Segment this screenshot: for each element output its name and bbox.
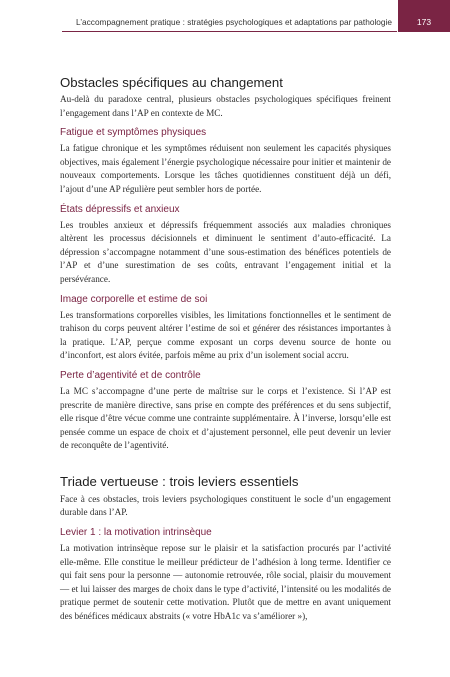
section-intro: Au-delà du paradoxe central, plusieurs obstacles psychologiques spécifiques freinent l’engagement dans l’AP en contexte de MC. xyxy=(60,94,391,118)
subsection-lever-1 xyxy=(60,526,391,624)
subsection-text: La fatigue chronique et les symptômes réduisent non seulement les capacités physiques objectives, mais également l’énergie psychologique nécessaire pour initier et maintenir de nouveaux comportements. Lorsque les tâches quotidiennes constituent déjà un défi, l’ajout d’une AP régulière peut sembler hors de portée. xyxy=(60,143,391,194)
page-number-tab xyxy=(398,0,450,32)
header-rule xyxy=(62,31,397,32)
subsection-title: Levier 1 : la motivation intrinsèque xyxy=(60,527,212,539)
subsection-fatigue xyxy=(60,126,391,196)
page-body xyxy=(60,75,391,624)
section-obstacles xyxy=(60,75,391,453)
running-title: L’accompagnement pratique : stratégies psychologiques et adaptations par pathologie xyxy=(76,17,392,27)
subsection-text: La MC s’accompagne d’une perte de maîtrise sur le corps et l’existence. Si l’AP est prescrite de manière directive, sans prise en compte des préférences et du sens subjectif, elle risque d’être vécue comme une contrainte supplémentaire. À l’inverse, lorsqu’elle est pensée comme un espace de choix et d’ajustement personnel, elle peut devenir un levier de reconquête de l’agentivité. xyxy=(60,385,391,451)
section-title: Obstacles spécifiques au changement xyxy=(60,75,283,90)
subsection-body-image xyxy=(60,293,391,363)
subsection-title: Image corporelle et estime de soi xyxy=(60,293,208,305)
subsection-text: Les troubles anxieux et dépressifs fréquemment associés aux maladies chroniques altèrent les processus décisionnels et diminuent le sentiment d’auto-efficacité. La dépression s’accompagne notamment d’une sous-estimation des bénéfices potentiels de l’AP et d’une surestimation de ses coûts, entravant l’engagement initial et la persévérance. xyxy=(60,219,391,284)
subsection-text: La motivation intrinsèque repose sur le plaisir et la satisfaction procurés par l’activité elle-même. Elle constitue le meilleur prédicteur de l’adhésion à long terme. Identifier ce qui fait sens pour la personne — autonomie retrouvée, rôle social, plaisir du mouvement — et lui laisser des marges de choix dans le type d’activité, l’intensité ou les modalités de pratique permet de soutenir cette motivation. Plutôt que de mettre en avant uniquement des bénéfices médicaux abstraits (« votre HbA1c va s’améliorer »), xyxy=(60,543,391,622)
subsection-title: Fatigue et symptômes physiques xyxy=(60,127,207,139)
subsection-text: Les transformations corporelles visibles, les limitations fonctionnelles et le sentiment de trahison du corps peuvent altérer l’estime de soi et générer des résistances importantes à la pratique. L’AP, perçue comme exposant un corps devenu source de honte ou d’inconfort, est alors évitée, parfois même au prix d’un isolement social accru. xyxy=(60,309,391,361)
section-triad xyxy=(60,474,391,624)
subsection-depression-anxiety xyxy=(60,203,391,287)
subsection-agency xyxy=(60,369,391,453)
subsection-title: Perte d’agentivité et de contrôle xyxy=(60,369,201,381)
subsection-title: États dépressifs et anxieux xyxy=(60,203,180,215)
running-header xyxy=(0,0,450,32)
page-number: 173 xyxy=(416,17,432,27)
section-title: Triade vertueuse : trois leviers essentiels xyxy=(60,473,299,489)
section-intro: Face à ces obstacles, trois leviers psychologiques constituent le socle d’un engagement durable dans l’AP. xyxy=(60,493,391,518)
